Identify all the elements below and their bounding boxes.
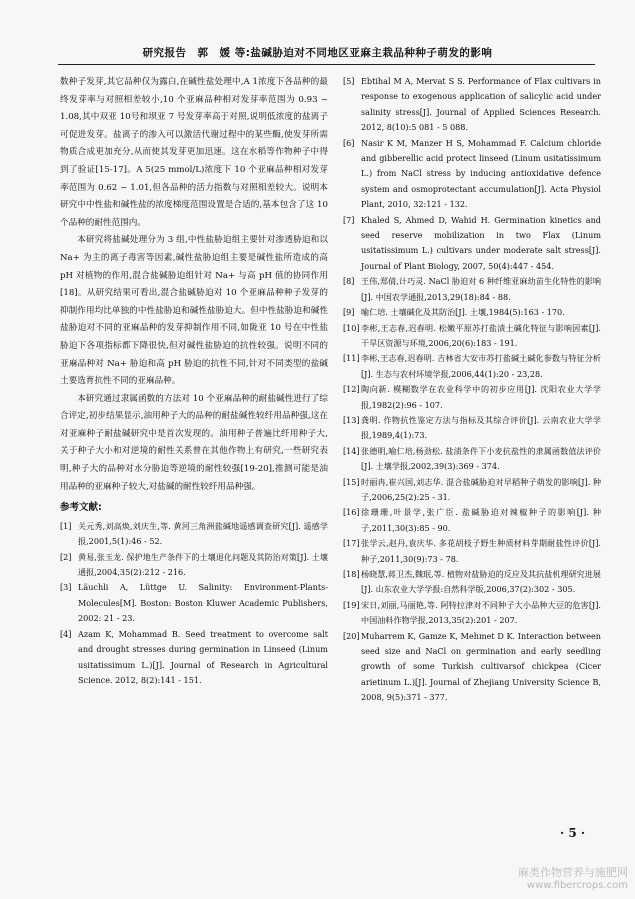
reference-text: 徐珊珊,叶景学,张广臣. 盐碱胁迫对辣椒种子的影响[J]. 种子,2011,30(3):85 - 90. [361, 507, 601, 533]
reference-text: 喻仁培. 土壤碱化及其防治[J]. 土壤,1984(5):163 - 170. [361, 307, 565, 318]
reference-text: 龚明. 作物抗性鉴定方法与指标及其综合评价[J]. 云南农业大学学报,1989,4(1):73. [361, 414, 601, 441]
reference-number: [13] [343, 414, 360, 425]
body-paragraph-2: 本研究将盐碱处理分为 3 组,中性盐胁迫组主要针对渗透胁迫和以 Na+ 为主的离子毒害等因素,碱性盐胁迫组主要是碱性盐所造成的高 pH 对植物的作用,混合盐碱胁迫组针对 Na+ 与高 pH 值的协同作用[18]。从研究结果可看出,混合盐碱胁迫对 10 个亚麻品种种子发芽的抑制作用均比单独的中性盐胁迫和碱性盐胁迫大。但中性盐胁迫和碱性盐胁迫对不同的亚麻品种的发芽抑制作用不同,如陇亚 10 号在中性盐胁迫下各项指标都下降很快,但对碱性盐胁迫的抗性较强。说明不同的亚麻品种对 Na+ 胁迫和高 pH 胁迫的抗性不同,针对不同类型的盐碱土要选育抗性不同的亚麻品种。 [60, 235, 328, 387]
reference-item [343, 382, 601, 413]
running-header-title: 研究报告 郭 媛 等:盐碱胁迫对不同地区亚麻主栽品种种子萌发的影响 [142, 47, 493, 59]
reference-item [343, 136, 601, 213]
reference-number: [11] [343, 353, 360, 364]
reference-text: Khaled S, Ahmed D, Wahid H. Germination kinetics and seed reserve mobilization in two Flax (Linum usitatissimum L.) cultivars under moderate salt stress[J]. Journal of Plant Biology, 2007, 50(4):447 - 454. [361, 214, 601, 271]
reference-number: [10] [343, 322, 360, 333]
reference-item [343, 629, 601, 706]
reference-number: [6] [343, 137, 355, 148]
reference-text: 杨晓慧,蒋卫杰,魏珉,等. 植物对盐胁迫的反应及其抗盐机理研究进展[J]. 山东农业大学学报:自然科学版,2006,37(2):302 - 305. [361, 569, 601, 595]
reference-text: 李彬,王志春,迟春明. 松嫩平原苏打盐渍土碱化特征与影响因素[J]. 干旱区资源与环境,2006,20(6):183 - 191. [361, 322, 601, 348]
reference-item [60, 627, 328, 689]
reference-number: [19] [343, 599, 360, 610]
reference-text: 关元秀,刘高焕,刘庆生,等. 黄河三角洲盐碱地遥感调查研究[J]. 遥感学报,2001,5(1):46 - 52. [78, 520, 328, 547]
reference-number: [8] [343, 276, 355, 287]
reference-number: [2] [60, 551, 72, 562]
reference-text: 宋日,刘丽,马丽艳,等. 阿特拉津对不同种子大小品种大豆的危害[J]. 中国油料作物学报,2013,35(2):201 - 207. [361, 599, 601, 626]
reference-item [60, 519, 328, 550]
reference-text: 张学云,赵丹,袁庆华. 多花胡枝子野生种质材料芽期耐盐性评价[J]. 种子,2011,30(9):73 - 78. [361, 538, 601, 564]
reference-text: Nasir K M, Manzer H S, Mohammad F. Calcium chloride and gibberellic acid protect linseed (Linum usitatissimum L.) from NaCl stress by inducing antioxidative defence system and osmoprotectant accumulation[J]. Acta Physiol Plant, 2010, 32:121 - 132. [361, 137, 601, 210]
reference-number: [3] [60, 582, 72, 593]
reference-item [343, 351, 601, 382]
reference-number: [7] [343, 214, 355, 225]
reference-text: Läuchli A, Lüttge U. Salinity: Environment-Plants-Molecules[M]. Boston: Boston Kluwer Academic Publishers, 2002: 21 - 23. [78, 582, 328, 624]
reference-item [343, 413, 601, 444]
reference-number: [12] [343, 384, 360, 395]
reference-item [343, 213, 601, 275]
reference-text: 张德明,喻仁培,杨劲松. 盐渍条件下小麦抗盐性的隶属函数值法评价[J]. 土壤学报,2002,39(3):369 - 374. [361, 445, 601, 472]
left-column [60, 74, 328, 688]
site-watermark [468, 866, 628, 896]
reference-text: 黄易,张玉龙. 保护地生产条件下的土壤退化问题及其防治对策[J]. 土壤通报,2004,35(2):212 - 216. [78, 551, 328, 578]
reference-number: [4] [60, 628, 72, 639]
reference-item [343, 444, 601, 475]
reference-item [343, 598, 601, 629]
reference-number: [20] [343, 630, 360, 641]
reference-number: [9] [343, 307, 355, 318]
page-number: · 5 · [560, 826, 586, 840]
reference-item [343, 567, 601, 598]
reference-text: 李彬,王志春,迟春明. 吉林省大安市苏打盐碱土碱化参数与特征分析[J]. 生态与农村环境学报,2006,44(1):20 - 23,28. [361, 353, 601, 379]
reference-item [343, 305, 601, 320]
reference-text: Muharrem K, Gamze K, Mehmet D K. Interaction between seed size and NaCl on germination and early seedling growth of some Turkish cultivarsof chickpea (Cicer arietinum L.)[J]. Journal of Zhejiang University Science B, 2008, 9(5):371 - 377. [361, 630, 601, 703]
reference-text: 时丽冉,崔兴国,刘志华. 混合盐碱胁迫对早稻种子萌发的影响[J]. 种子,2006,25(2):25 - 31. [361, 476, 601, 502]
reference-item [343, 321, 601, 352]
running-header [0, 0, 635, 66]
reference-item [60, 580, 328, 626]
reference-item [343, 536, 601, 567]
reference-item [343, 475, 601, 506]
reference-number: [14] [343, 445, 360, 456]
body-paragraph-1: 数种子发芽,其它品种仅为露白,在碱性盐处理中,A 1浓度下各品种的最终发芽率与对照相差较小,10 个亚麻品种相对发芽率范围为 0.93 ~ 1.08,其中双亚 10号和坝亚 7 号发芽率高于对照,说明低浓度的盐离子可促进发芽。盐离子的渗入可以激活代谢过程中的某些酶,使发芽所需物质合成更加充分,从而使其发芽更加迅速。这在水稻等作物种子中得到了验证[15-17]。A 5(25 mmol/L)浓度下 10 个亚麻品种相对发芽率范围为 0.62 ~ 1.01,但各品种的活力指数与对照相差较大。说明本研究中中性盐和碱性盐的浓度梯度范围设置是合适的,基本包含了这 10 个品种的耐性范围内。 [60, 77, 328, 228]
watermark-title: 麻类作物营养与施肥网 [518, 866, 628, 879]
reference-number: [17] [343, 538, 360, 549]
reference-text: Azam K, Mohammad B. Seed treatment to overcome salt and drought stresses during germination in Linseed (Linum usitatissimum L.)[J]. Journal of Research in Agricultural Science. 2012, 8(2):141 - 151. [78, 628, 328, 685]
reference-text: 王伟,郑倩,计巧灵. NaCl 胁迫对 6 种纤维亚麻幼苗生化特性的影响[J]. 中国农学通报,2013,29(18):84 - 88. [361, 276, 601, 302]
header-rule [58, 64, 595, 65]
reference-number: [1] [60, 520, 72, 531]
watermark-url: www.fibercrops.com [526, 880, 628, 891]
references-heading: 参考文献: [60, 502, 102, 514]
reference-number: [18] [343, 569, 360, 579]
reference-item [343, 274, 601, 305]
reference-number: [5] [343, 76, 355, 86]
reference-item [343, 505, 601, 536]
reference-text: 陶向新. 模糊数学在农业科学中的初步应用[J]. 沈阳农业大学学报,1982(2):96 - 107. [361, 384, 601, 410]
reference-text: Ebtihal M A, Mervat S S. Performance of Flax cultivars in response to exogenous application of salicylic acid under salinity stress[J]. Journal of Applied Sciences Research. 2012, 8(10):5 081 - 5 088. [361, 76, 601, 133]
reference-item [60, 550, 328, 581]
reference-number: [16] [343, 507, 360, 518]
reference-number: [15] [343, 476, 360, 487]
right-column [343, 74, 601, 706]
reference-item [343, 74, 601, 136]
body-paragraph-3: 本研究通过隶属函数的方法对 10 个亚麻品种的耐盐碱性进行了综合评定,初步结果显示,油用种子大的品种的耐盐碱性较纤用品种强,这在对亚麻种子耐盐碱研究中是首次发现的。油用种子普遍比纤用种子大,关于种子大小和对逆境的耐性关系曾在其他作物上有研究,一些研究表明,种子大的品种对水分胁迫等逆境的耐性较强[19-20],推测可能是油用品种的亚麻种子较大,对盐碱的耐性较纤用品种强。 [60, 393, 328, 492]
